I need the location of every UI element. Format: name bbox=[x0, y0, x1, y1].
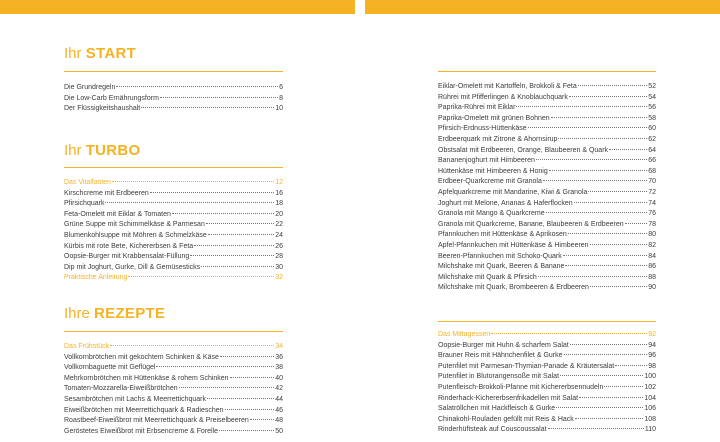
toc-leader-dots bbox=[172, 213, 274, 214]
toc-entry-page: 68 bbox=[648, 167, 656, 175]
toc-entry-page: 20 bbox=[275, 210, 283, 218]
toc-entry[interactable] bbox=[64, 231, 283, 242]
toc-entry[interactable] bbox=[438, 82, 656, 93]
toc-entry-page: 84 bbox=[648, 252, 656, 260]
toc-entry-title: Milchshake mit Quark, Brombeeren & Erdbeeren bbox=[438, 284, 589, 292]
toc-entry-page: 62 bbox=[648, 135, 656, 143]
toc-entry-page: 6 bbox=[279, 84, 283, 91]
toc-leader-dots bbox=[558, 138, 647, 139]
toc-entry-page: 54 bbox=[648, 93, 656, 101]
toc-leader-dots bbox=[546, 212, 648, 213]
toc-entry-page: 8 bbox=[279, 94, 283, 102]
toc-leader-dots bbox=[574, 202, 648, 203]
toc-entry[interactable] bbox=[64, 83, 283, 94]
toc-entry-page: 90 bbox=[648, 284, 656, 292]
toc-entry[interactable] bbox=[64, 353, 283, 364]
toc-leader-dots bbox=[160, 97, 278, 98]
toc-entry-title: Feta-Omelett mit Eiklar & Tomaten bbox=[64, 210, 171, 218]
toc-entry-page: 102 bbox=[644, 383, 656, 391]
toc-leader-dots bbox=[560, 375, 643, 376]
toc-entry-title: Geröstetes Eiweißbrot mit Erbsencreme & Forelle bbox=[64, 427, 219, 435]
toc-entry-page: 10 bbox=[275, 105, 283, 113]
toc-entry-title: Die Low-Carb Ernährungsform bbox=[64, 94, 159, 102]
toc-entry-page: 26 bbox=[275, 242, 283, 250]
toc-leader-dots bbox=[116, 86, 278, 87]
toc-leader-dots bbox=[575, 418, 644, 419]
toc-entry-title: Kürbis mit rote Bete, Kichererbsen & Feta bbox=[64, 242, 194, 250]
toc-entry-title: Hüttenkäse mit Himbeeren & Honig bbox=[438, 167, 548, 175]
toc-entry-title: Brauner Reis mit Hähnchenfilet & Gurke bbox=[438, 352, 563, 360]
toc-entry-title: Kirschcreme mit Erdbeeren bbox=[64, 189, 149, 197]
toc-leader-dots bbox=[569, 96, 647, 97]
toc-leader-dots bbox=[156, 366, 274, 367]
toc-leader-dots bbox=[538, 276, 647, 277]
toc-entry-title: Oopsie-Burger mit Huhn & scharfem Salat bbox=[438, 341, 569, 349]
toc-entry-title: Praktische Anleitung bbox=[64, 274, 128, 282]
toc-entry-page: 100 bbox=[644, 373, 656, 381]
toc-entry-page: 96 bbox=[648, 352, 656, 360]
toc-entry-page: 22 bbox=[275, 221, 283, 229]
toc-entry[interactable] bbox=[438, 341, 656, 352]
toc-entry-title: Bananenjoghurt mit Himbeeren bbox=[438, 157, 535, 165]
toc-entry[interactable] bbox=[438, 188, 656, 199]
toc-entry-page: 94 bbox=[648, 341, 656, 349]
toc-entry-page: 106 bbox=[644, 405, 656, 413]
toc-leader-dots bbox=[590, 244, 648, 245]
toc-entry-title: Putenfleisch-Brokkoli-Pfanne mit Kichererbsennudeln bbox=[438, 383, 604, 391]
toc-entry-page: 58 bbox=[648, 114, 656, 122]
toc-entry[interactable] bbox=[64, 220, 283, 231]
toc-entry-title: Paprika-Rührei mit Eiklar bbox=[438, 104, 516, 112]
toc-entry-page: 82 bbox=[648, 241, 656, 249]
toc-entry-title: Rinderhack-Kichererbsenfrikadellen mit Salat bbox=[438, 394, 579, 402]
toc-entry[interactable] bbox=[64, 104, 283, 115]
toc-leader-dots bbox=[201, 266, 274, 267]
toc-leader-dots bbox=[604, 386, 643, 387]
toc-entry-title: Dip mit Joghurt, Gurke, Dill & Gemüsesticks bbox=[64, 263, 201, 271]
toc-entry-title: Chinakohl-Rouladen gefüllt mit Reis & Hack bbox=[438, 415, 574, 423]
toc-leader-dots bbox=[190, 255, 274, 256]
toc-entry-title: Eiweißbrötchen mit Meerrettichquark & Radieschen bbox=[64, 406, 224, 414]
toc-leader-dots bbox=[220, 356, 274, 357]
section-title-prefix: Ihr bbox=[64, 142, 82, 159]
toc-leader-dots bbox=[179, 387, 275, 388]
toc-entry-page: 18 bbox=[275, 200, 283, 208]
toc-entry[interactable] bbox=[438, 241, 656, 252]
toc-entry[interactable] bbox=[438, 103, 656, 114]
toc-leader-dots bbox=[615, 365, 647, 366]
toc-entry-title: Das Vitalfasten bbox=[64, 179, 111, 186]
toc-leader-dots bbox=[556, 407, 643, 408]
toc-entry-page: 78 bbox=[648, 220, 656, 228]
toc-list-right-bottom bbox=[438, 330, 656, 436]
toc-leader-dots bbox=[564, 354, 648, 355]
toc-entry[interactable] bbox=[438, 93, 656, 104]
toc-entry-title: Milchshake mit Quark & Pfirsich bbox=[438, 273, 537, 281]
toc-entry[interactable] bbox=[64, 384, 283, 395]
toc-entry-title: Pfannkuchen mit Hüttenkäse & Aprikosen bbox=[438, 231, 567, 239]
toc-entry[interactable] bbox=[438, 167, 656, 178]
section-divider-rezepte bbox=[64, 331, 283, 332]
toc-entry[interactable] bbox=[64, 427, 283, 438]
toc-entry[interactable] bbox=[438, 394, 656, 405]
toc-entry[interactable] bbox=[438, 220, 656, 231]
toc-entry-title: Putenfilet mit Parmesan-Thymian-Panade & Kräutersalat bbox=[438, 362, 615, 370]
toc-entry[interactable] bbox=[438, 156, 656, 167]
toc-entry-title: Beeren-Pfannkuchen mit Schoko-Quark bbox=[438, 252, 562, 260]
toc-leader-dots bbox=[141, 107, 274, 108]
toc-entry-title: Oopsie-Burger mit Krabbensalat-Füllung bbox=[64, 253, 190, 261]
toc-entry[interactable] bbox=[438, 114, 656, 125]
toc-entry-title: Milchshake mit Quark, Beeren & Banane bbox=[438, 263, 565, 271]
toc-entry-title: Das Mittagessen bbox=[438, 331, 491, 338]
section-divider-turbo bbox=[64, 167, 283, 168]
toc-leader-dots bbox=[563, 255, 647, 256]
toc-leader-dots bbox=[105, 202, 274, 203]
toc-entry-page: 24 bbox=[275, 231, 283, 239]
toc-leader-dots bbox=[250, 419, 274, 420]
section-title-main: TURBO bbox=[85, 142, 141, 159]
toc-entry-page: 86 bbox=[648, 263, 656, 271]
toc-entry[interactable] bbox=[64, 363, 283, 374]
section-title-start bbox=[64, 45, 136, 63]
toc-entry[interactable] bbox=[64, 178, 283, 189]
toc-leader-dots bbox=[548, 428, 644, 429]
toc-entry-title: Rührei mit Pfifferlingen & Knoblauchquark bbox=[438, 93, 568, 101]
toc-entry[interactable] bbox=[438, 262, 656, 273]
section-title-rezepte bbox=[64, 305, 165, 323]
toc-entry[interactable] bbox=[64, 189, 283, 200]
toc-entry[interactable] bbox=[438, 124, 656, 135]
section-title-prefix: Ihr bbox=[64, 45, 82, 62]
toc-entry-title: Vollkornbrötchen mit gekochtem Schinken & Käse bbox=[64, 353, 219, 361]
toc-leader-dots bbox=[110, 345, 274, 346]
toc-entry[interactable] bbox=[438, 199, 656, 210]
toc-entry[interactable] bbox=[438, 362, 656, 373]
toc-entry[interactable] bbox=[438, 230, 656, 241]
toc-leader-dots bbox=[536, 159, 647, 160]
toc-entry-page: 70 bbox=[648, 178, 656, 186]
toc-entry-page: 48 bbox=[275, 417, 283, 425]
toc-entry-title: Roastbeef-Eiweißbrot mit Meerrettichquark & Preiselbeeren bbox=[64, 417, 249, 425]
toc-leader-dots bbox=[609, 149, 647, 150]
toc-leader-dots bbox=[208, 234, 274, 235]
toc-entry[interactable] bbox=[438, 351, 656, 362]
section-divider-start bbox=[64, 71, 283, 72]
toc-entry[interactable] bbox=[438, 283, 656, 294]
toc-entry-page: 80 bbox=[648, 231, 656, 239]
toc-entry-page: 52 bbox=[648, 83, 656, 90]
toc-entry-title: Pfirsich-Erdnuss-Hüttenkäse bbox=[438, 125, 527, 133]
toc-entry-title: Grüne Suppe mit Schimmelkäse & Parmesan bbox=[64, 221, 205, 229]
toc-entry-page: 30 bbox=[275, 263, 283, 271]
section-title-main: START bbox=[85, 45, 137, 62]
toc-leader-dots bbox=[225, 409, 275, 410]
toc-entry-page: 44 bbox=[275, 395, 283, 403]
toc-entry[interactable] bbox=[64, 252, 283, 263]
page-gutter bbox=[355, 0, 365, 14]
toc-leader-dots bbox=[194, 245, 274, 246]
toc-entry-title: Rinderhüftsteak auf Couscoussalat bbox=[438, 426, 547, 434]
toc-entry-page: 34 bbox=[275, 343, 283, 350]
toc-list-turbo bbox=[64, 178, 283, 284]
toc-entry-page: 74 bbox=[648, 199, 656, 207]
toc-entry-page: 92 bbox=[648, 331, 656, 338]
toc-entry-page: 64 bbox=[648, 146, 656, 154]
toc-entry-title: Putenfilet in Blutorangensoße mit Salat bbox=[438, 373, 560, 381]
toc-entry-title: Apfel-Pfannkuchen mit Hüttenkäse & Himbeeren bbox=[438, 241, 589, 249]
toc-entry-page: 72 bbox=[648, 188, 656, 196]
toc-entry-page: 28 bbox=[275, 253, 283, 261]
toc-entry-title: Sesambrötchen mit Lachs & Meerrettichquark bbox=[64, 395, 207, 403]
toc-entry[interactable] bbox=[64, 199, 283, 210]
toc-entry-page: 110 bbox=[644, 426, 656, 434]
section-title-turbo bbox=[64, 142, 141, 160]
toc-entry-title: Die Grundregeln bbox=[64, 84, 116, 91]
toc-entry-title: Salatröllchen mit Hackfleisch & Gurke bbox=[438, 405, 556, 413]
toc-entry[interactable] bbox=[438, 425, 656, 436]
toc-entry-page: 42 bbox=[275, 385, 283, 393]
toc-entry-title: Erdbeerquark mit Zitrone & Ahornsirup bbox=[438, 135, 558, 143]
toc-entry-title: Granola mit Quarkcreme, Banane, Blaubeeren & Erdbeeren bbox=[438, 220, 624, 228]
toc-entry-page: 56 bbox=[648, 104, 656, 112]
section-divider-right-bottom bbox=[438, 321, 656, 322]
toc-entry-title: Granola mit Mango & Quarkcreme bbox=[438, 210, 545, 218]
toc-entry[interactable] bbox=[438, 146, 656, 157]
toc-entry-page: 88 bbox=[648, 273, 656, 281]
toc-entry-title: Erdbeer-Quarkcreme mit Granola bbox=[438, 178, 542, 186]
toc-entry-title: Mehrkornbrötchen mit Hüttenkäse & rohem Schinken bbox=[64, 374, 229, 382]
toc-leader-dots bbox=[579, 397, 643, 398]
toc-entry-page: 66 bbox=[648, 157, 656, 165]
toc-leader-dots bbox=[588, 191, 647, 192]
toc-list-right-top bbox=[438, 82, 656, 294]
toc-leader-dots bbox=[549, 170, 647, 171]
toc-entry-title: Tomaten-Mozzarella-Eiweißbrötchen bbox=[64, 385, 178, 393]
toc-list-start bbox=[64, 83, 283, 115]
toc-entry-page: 104 bbox=[644, 394, 656, 402]
toc-entry-title: Eiklar-Omelett mit Kartoffeln, Brokkoli & Feta bbox=[438, 83, 577, 90]
toc-entry[interactable] bbox=[64, 406, 283, 417]
toc-entry[interactable] bbox=[438, 252, 656, 263]
toc-entry-page: 46 bbox=[275, 406, 283, 414]
toc-leader-dots bbox=[590, 286, 647, 287]
toc-entry[interactable] bbox=[438, 135, 656, 146]
toc-entry-page: 38 bbox=[275, 364, 283, 372]
toc-entry[interactable] bbox=[64, 242, 283, 253]
toc-entry-title: Blumenkohlsuppe mit Möhren & Schmelzkäse bbox=[64, 231, 207, 239]
toc-entry-page: 60 bbox=[648, 125, 656, 133]
toc-leader-dots bbox=[112, 181, 274, 182]
toc-leader-dots bbox=[219, 430, 274, 431]
toc-leader-dots bbox=[516, 106, 647, 107]
toc-leader-dots bbox=[206, 223, 274, 224]
toc-leader-dots bbox=[128, 276, 274, 277]
toc-entry-page: 12 bbox=[275, 179, 283, 186]
toc-leader-dots bbox=[568, 233, 647, 234]
toc-entry-page: 108 bbox=[644, 415, 656, 423]
toc-entry[interactable] bbox=[438, 372, 656, 383]
toc-entry-page: 16 bbox=[275, 189, 283, 197]
toc-leader-dots bbox=[230, 377, 275, 378]
toc-entry[interactable] bbox=[64, 273, 283, 284]
toc-entry[interactable] bbox=[438, 404, 656, 415]
toc-leader-dots bbox=[491, 333, 647, 334]
toc-leader-dots bbox=[543, 180, 647, 181]
toc-entry[interactable] bbox=[438, 177, 656, 188]
toc-entry-page: 40 bbox=[275, 374, 283, 382]
toc-leader-dots bbox=[565, 265, 647, 266]
toc-leader-dots bbox=[551, 117, 648, 118]
toc-entry[interactable] bbox=[64, 94, 283, 105]
toc-entry[interactable] bbox=[64, 263, 283, 274]
toc-entry-title: Pfirsichquark bbox=[64, 200, 105, 208]
toc-entry[interactable] bbox=[438, 415, 656, 426]
section-title-prefix: Ihre bbox=[64, 305, 90, 322]
toc-entry[interactable] bbox=[64, 395, 283, 406]
toc-entry[interactable] bbox=[64, 210, 283, 221]
toc-leader-dots bbox=[207, 398, 274, 399]
toc-entry[interactable] bbox=[438, 273, 656, 284]
toc-entry-title: Das Frühstück bbox=[64, 343, 110, 350]
toc-leader-dots bbox=[625, 223, 648, 224]
toc-entry-title: Apfelquarkcreme mit Mandarine, Kiwi & Granola bbox=[438, 188, 588, 196]
toc-entry[interactable] bbox=[64, 416, 283, 427]
toc-entry[interactable] bbox=[64, 374, 283, 385]
toc-entry-page: 76 bbox=[648, 210, 656, 218]
toc-entry-page: 50 bbox=[275, 427, 283, 435]
toc-entry-title: Vollkornbaguette mit Geflügel bbox=[64, 364, 156, 372]
toc-leader-dots bbox=[578, 85, 647, 86]
toc-entry-page: 98 bbox=[648, 362, 656, 370]
toc-entry-page: 36 bbox=[275, 353, 283, 361]
toc-entry[interactable] bbox=[438, 209, 656, 220]
toc-entry-title: Paprika-Omelett mit grünen Bohnen bbox=[438, 114, 550, 122]
toc-entry-title: Joghurt mit Melone, Ananas & Haferflocken bbox=[438, 199, 573, 207]
toc-leader-dots bbox=[570, 344, 647, 345]
section-title-main: REZEPTE bbox=[94, 305, 166, 322]
toc-entry-title: Obstsalat mit Erdbeeren, Orange, Blaubeeren & Quark bbox=[438, 146, 609, 154]
toc-entry[interactable] bbox=[438, 383, 656, 394]
toc-entry-title: Der Flüssigkeitshaushalt bbox=[64, 105, 141, 113]
toc-entry-page: 32 bbox=[275, 274, 283, 282]
toc-leader-dots bbox=[150, 192, 274, 193]
section-divider-right-top bbox=[438, 71, 656, 72]
toc-leader-dots bbox=[528, 127, 648, 128]
toc-entry[interactable] bbox=[64, 342, 283, 353]
toc-list-rezepte bbox=[64, 342, 283, 437]
toc-entry[interactable] bbox=[438, 330, 656, 341]
